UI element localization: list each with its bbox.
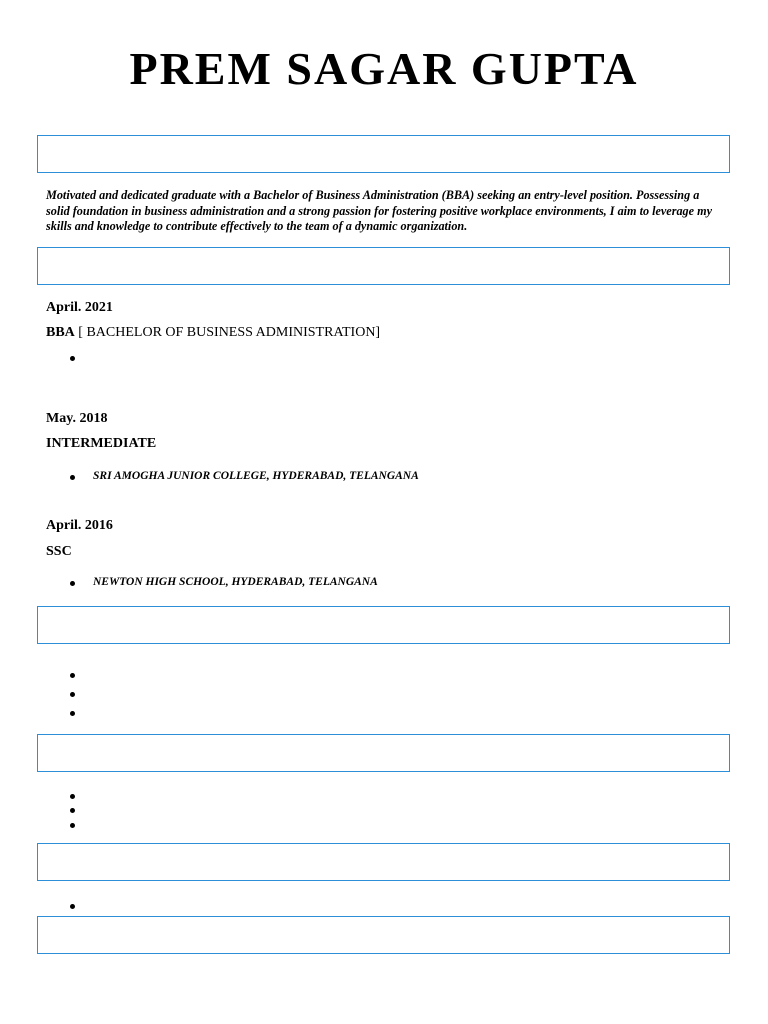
section-header-box [37,247,730,285]
section-header-box [37,606,730,644]
list-bullet [70,673,75,678]
candidate-name: PREM SAGAR GUPTA [129,43,639,94]
education-date: May. 2018 [46,411,108,426]
career-summary: Motivated and dedicated graduate with a Bachelor of Business Administration (BBA) seeking an entry-level position. Possessing a solid foundation in business administration and a strong passion for fostering positive workplace environments, I aim to leverage my skills and knowledge to contribute effectively to the team of a dynamic organization. [46,188,712,233]
school-name: SRI AMOGHA JUNIOR COLLEGE, HYDERABAD, TELANGANA [93,470,419,482]
section-header-box [37,916,730,954]
education-degree [46,436,156,452]
degree-full-name: [ BACHELOR OF BUSINESS ADMINISTRATION] [74,325,381,340]
list-bullet [70,581,75,586]
section-header-box [37,843,730,881]
list-bullet [70,808,75,813]
degree-abbr: SSC [46,544,72,559]
education-degree [46,544,72,560]
section-header-box [37,135,730,173]
list-bullet [70,794,75,799]
section-header-box [37,734,730,772]
degree-abbr: BBA [46,325,75,340]
degree-abbr: INTERMEDIATE [46,436,157,451]
list-bullet [70,711,75,716]
list-bullet [70,823,75,828]
education-date: April. 2021 [46,300,113,315]
education-date: April. 2016 [46,518,113,533]
list-bullet [70,475,75,480]
list-bullet [70,692,75,697]
list-bullet [70,356,75,361]
list-bullet [70,904,75,909]
school-name: NEWTON HIGH SCHOOL, HYDERABAD, TELANGANA [93,576,378,588]
education-degree [46,325,380,341]
